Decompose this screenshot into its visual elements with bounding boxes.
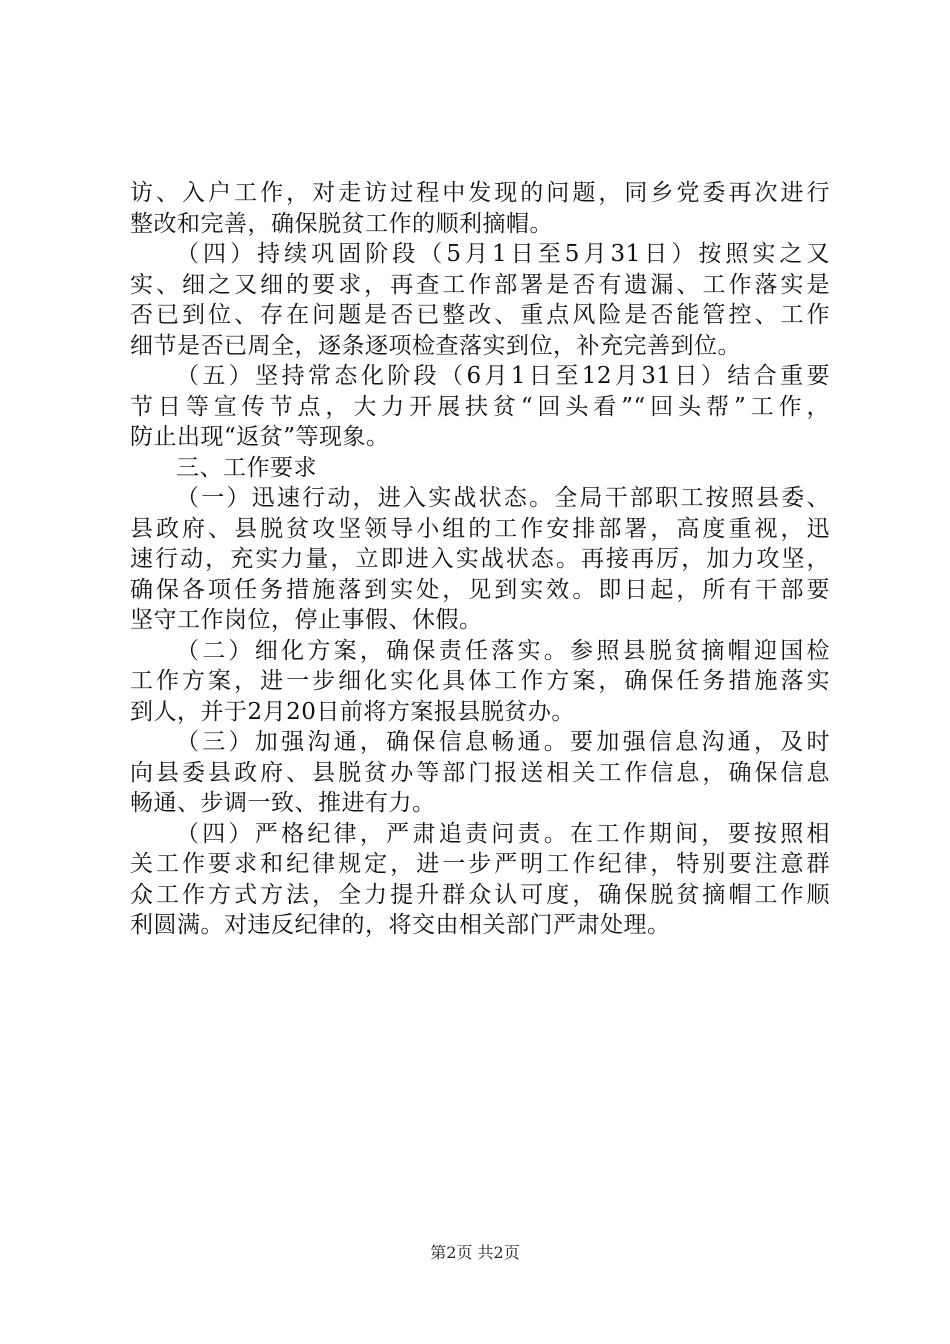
section-heading: 三、工作要求 (176, 454, 317, 481)
text-line: （三）加强沟通，确保信息畅通。要加强信息沟通，及时 (176, 729, 830, 755)
text-line: 访、入户工作，对走访过程中发现的问题，同乡党委再次进行 (130, 180, 830, 206)
text-line: 畅通、步调一致、推进有力。 (130, 790, 436, 816)
text-line: 防止出现“返贫”等现象。 (130, 424, 390, 450)
text-line: 细节是否已周全，逐条逐项检查落实到位，补充完善到位。 (130, 332, 741, 359)
text-line: （四）持续巩固阶段（5月1日至5月31日）按照实之又 (176, 241, 830, 267)
text-line: 坚守工作岗位，停止事假、休假。 (130, 607, 483, 633)
page-number-footer: 第2页 共2页 (430, 1243, 520, 1262)
text-line: 县政府、县脱贫攻坚领导小组的工作安排部署，高度重视，迅 (130, 515, 830, 542)
text-line: 利圆满。对违反纪律的，将交由相关部门严肃处理。 (130, 912, 671, 938)
text-line: 整改和完善，确保脱贫工作的顺利摘帽。 (130, 210, 553, 237)
text-line: 节日等宣传节点，大力开展扶贫“回头看”“回头帮”工作， (130, 393, 830, 420)
text-line: 速行动，充实力量，立即进入实战状态。再接再厉，加力攻坚， (130, 546, 830, 572)
text-line: 否已到位、存在问题是否已整改、重点风险是否能管控、工作 (130, 302, 830, 328)
text-line: 确保各项任务措施落到实处，见到实效。即日起，所有干部要 (130, 576, 830, 603)
text-line: （五）坚持常态化阶段（6月1日至12月31日）结合重要 (176, 363, 830, 389)
text-line: （二）细化方案，确保责任落实。参照县脱贫摘帽迎国检 (176, 637, 830, 664)
text-line: 关工作要求和纪律规定，进一步严明工作纪律，特别要注意群 (130, 851, 830, 877)
text-line: 实、细之又细的要求，再查工作部署是否有遗漏、工作落实是 (130, 271, 830, 298)
text-line: 到人，并于2月20日前将方案报县脱贫办。 (130, 698, 575, 725)
document-body (130, 178, 830, 941)
text-line: 众工作方式方法，全力提升群众认可度，确保脱贫摘帽工作顺 (130, 881, 830, 908)
text-line: 向县委县政府、县脱贫办等部门报送相关工作信息，确保信息 (130, 759, 830, 786)
text-line: （一）迅速行动，进入实战状态。全局干部职工按照县委、 (176, 485, 830, 511)
text-line: 工作方案，进一步细化实化具体工作方案，确保任务措施落实 (130, 668, 830, 694)
text-line: （四）严格纪律，严肃追责问责。在工作期间，要按照相 (176, 820, 830, 847)
